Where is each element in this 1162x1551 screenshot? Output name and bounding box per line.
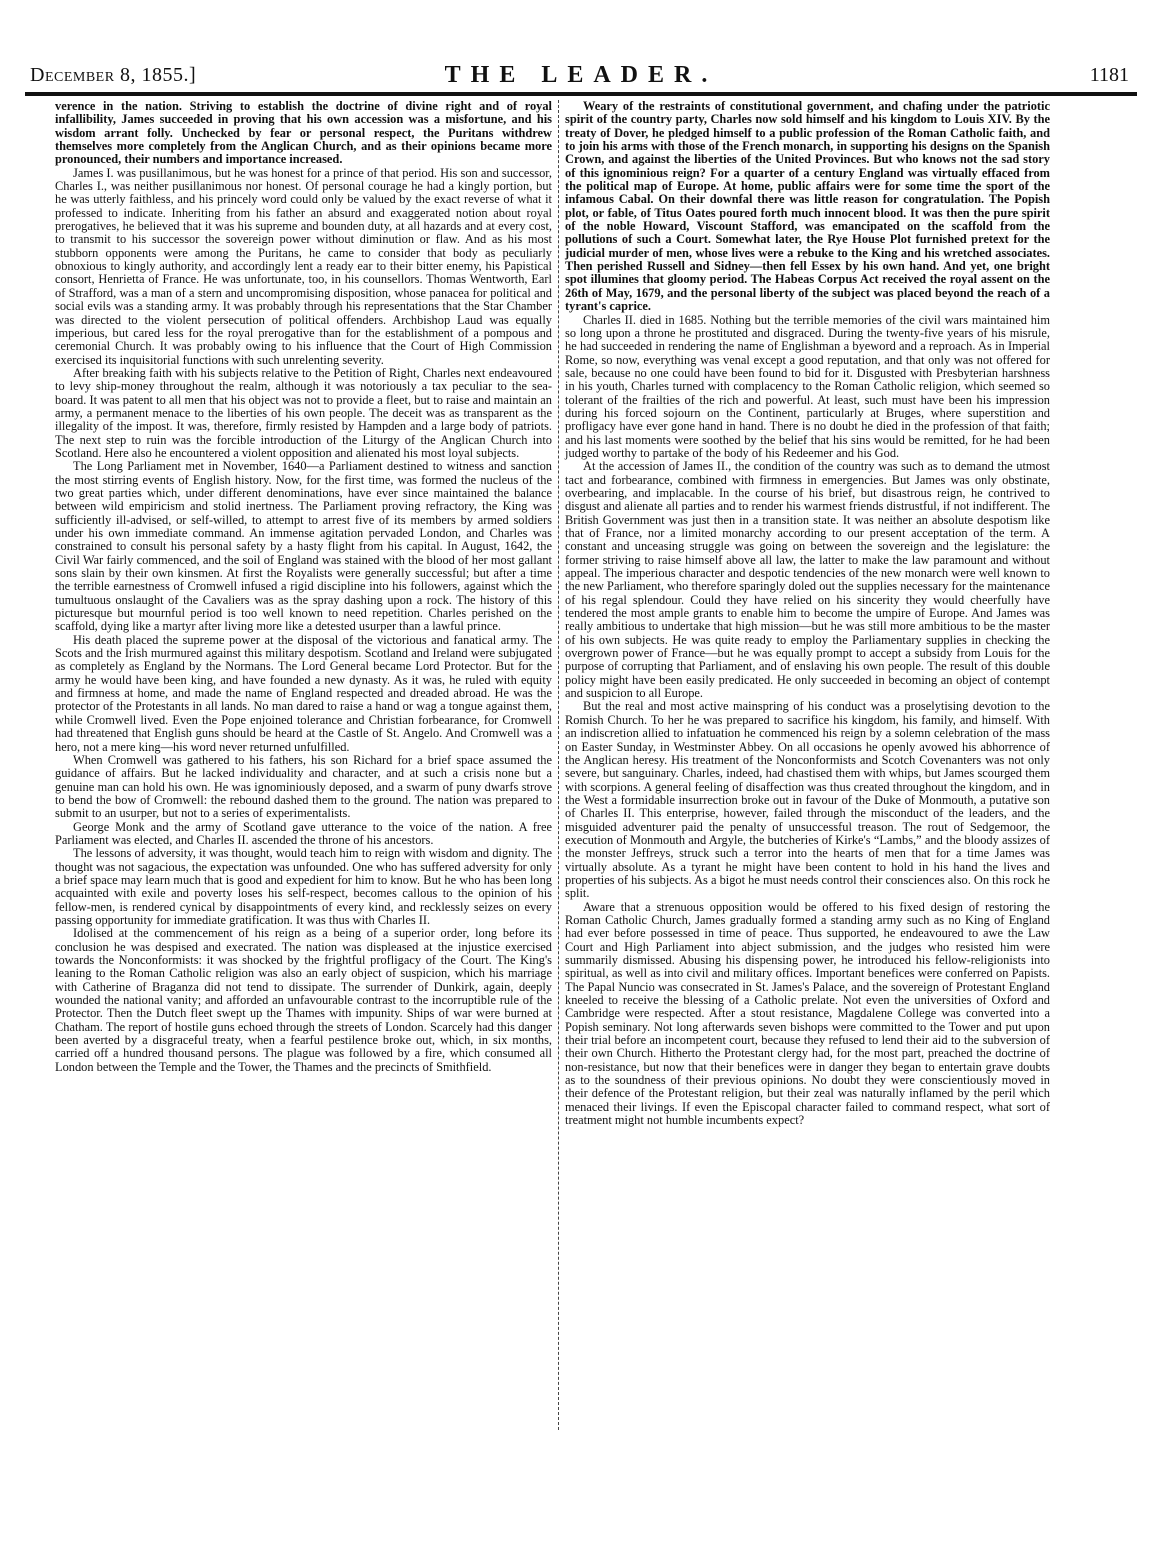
paragraph: verence in the nation. Striving to establish the doctrine of divine right and of royal infallibility, James succeeded in proving that his own accession was a misfortune, and his wisdom arrant folly. Unchecked by fear or personal respect, the Puritans withdrew themselves more completely from the Anglican Church, and as their opinions became more pronounced, their numbers and importance increased. — [55, 99, 552, 167]
paragraph: Aware that a strenuous opposition would be offered to his fixed design of restoring the Roman Catholic Church, James gradually formed a standing army such as no King of England had ever before possessed in time of peace. Thus supported, he endeavoured to awe the Law Court and High Parliament into abject submission, and the judges who resisted him were summarily dismissed. Abusing his dispensing power, he introduced his fellow-religionists into spiritual, as well as into civil and military offices. Important benefices were conferred on Papists. The Papal Nuncio was consecrated in St. James's Palace, and the sovereign of Protestant England kneeled to receive the blessing of a Catholic prelate. Not even the universities of Oxford and Cambridge were respected. After a stout resistance, Magdalene College was converted into a Popish seminary. Not long afterwards seven bishops were committed to the Tower and put upon their trial before an incompetent court, because they refused to lend their aid to the subversion of their own Church. Hitherto the Protestant clergy had, for the most part, preached the doctrine of non-resistance, but now that their benefices were in danger they began to entertain grave doubts as to the soundness of their previous opinions. No doubt they were conscientiously moved in their defence of the Protestant religion, but their zeal was naturally inflamed by the peril which menaced their livings. If even the Episcopal character failed to command respect, what sort of treatment might not humble incumbents expect? — [565, 899, 1050, 1128]
column-divider — [558, 100, 560, 1430]
paragraph: James I. was pusillanimous, but he was honest for a prince of that period. His son and successor, Charles I., was neither pusillanimous nor honest. Of personal courage he had a kingly portion, but he was utterly faithless, and his princely word could only be valued by the exact reverse of what it professed to indicate. Inheriting from his father an absurd and exaggerated notion about royal prerogatives, he believed that it was his supreme and bounden duty, at all hazards and at every cost, to transmit to his successor the sovereign power without diminution or flaw. And as his most stubborn opponents were among the Puritans, he came to consider that body as peculiarly obnoxious to kingly authority, and accordingly lent a ready ear to their bitter enemy, his Papistical consort, Henrietta of France. He was unfortunate, too, in his counsellors. Thomas Wentworth, Earl of Strafford, was a man of a stern and uncompromising disposition, whose panacea for political and social evils was a standing army. It was probably through his representations that the Star Chamber was directed to the violent persecution of political offenders. Archbishop Laud was equally imperious, but cared less for the royal prerogative than for the establishment of a pompous and ceremonial Church. It was probably owing to his influence that the Court of High Commission exercised its inquisitorial functions with such unrelenting severity. — [55, 165, 552, 367]
paragraph: The Long Parliament met in November, 1640—a Parliament destined to witness and sanction the most stirring events of English history. Now, for the first time, was formed the nucleus of the two great parties which, under different denominations, have ever since maintained the balance between wild empiricism and stolid inertness. The Parliament proving refractory, the King was sufficiently ill-advised, or self-willed, to attempt to arrest five of its members by armed soldiers under his own immediate command. An immense agitation pervaded London, and Charles was constrained to consult his personal safety by a hasty flight from his capital. In August, 1642, the Civil War fairly commenced, and the soil of England was stained with the blood of her most gallant sons slain by their own kinsmen. At first the Royalists were generally successful; but after a time the terrible earnestness of Cromwell infused a rigid discipline into his followers, against which the tumultuous onslaught of the Cavaliers was as the spray dashing upon a rock. The history of this picturesque but mournful period is too well known to need repetition. Charles perished on the scaffold, dying like a martyr after living more like a detested usurper than a lawful prince. — [55, 459, 552, 634]
paragraph: But the real and most active mainspring of his conduct was a proselytising devotion to the Romish Church. To her he was prepared to sacrifice his kingdom, his family, and himself. With an indiscretion allied to infatuation he commenced his reign by a solemn celebration of the mass on Easter Sunday, in Westminster Abbey. On all occasions he openly avowed his abhorrence of the Anglican heresy. His treatment of the Nonconformists and Scotch Covenanters was not only severe, but sanguinary. Charles, indeed, had chastised them with whips, but James scourged them with scorpions. A general feeling of disaffection was thus created throughout the kingdom, and in the West a formidable insurrection broke out in favour of the Duke of Monmouth, a putative son of Charles II. This enterprise, however, failed through the misconduct of the leaders, and the misguided adventurer paid the penalty of unsuccessful treason. The rout of Sedgemoor, the execution of Monmouth and Argyle, the butcheries of Kirke's “Lambs,” and the bloody assizes of the monster Jeffreys, struck such a terror into the hearts of men that for a time James was virtually absolute. As a tyrant he might have been content to hold in his hand the lives and properties of his subjects. As a bigot he must needs control their consciences also. On this rock he split. — [565, 699, 1050, 901]
paragraph: At the accession of James II., the condition of the country was such as to demand the utmost tact and forbearance, combined with firmness in emergencies. But James was only obstinate, overbearing, and implacable. In the course of his brief, but disastrous reign, he contrived to disgust and alienate all parties and to render his warmest friends distrustful, if not indifferent. The British Government was just then in a transition state. It was neither an absolute despotism like that of France, nor a limited monarchy according to our present acceptation of the term. A constant and unceasing struggle was going on between the sovereign and the legislature: the former striving to raise himself above all law, the latter to make the law paramount and without appeal. The imperious character and despotic tendencies of the new monarch were well known to the new Parliament, who therefore sparingly doled out the supplies necessary for the maintenance of his regal splendour. Could they have relied on his sincerity they would cheerfully have tendered the most ample grants to enable him to become the umpire of Europe. And James was really ambitious to undertake that high mission—but he was still more ambitious to be the master of his own subjects. He was quite ready to employ the Parliamentary supplies in checking the overgrown power of France—but he was equally prompt to accept a subsidy from Louis for the purpose of corrupting that Parliament, and of enslaving his own people. The result of this double policy might have been easily predicated. He only succeeded in becoming an object of contempt and suspicion to all Europe. — [565, 459, 1050, 701]
header-rule — [25, 92, 1137, 96]
paragraph: Idolised at the commencement of his reign as a being of a superior order, long before its conclusion he was despised and execrated. The nation was displeased at the injustice exercised towards the Nonconformists: it was shocked by the frightful profligacy of the Court. The King's leaning to the Roman Catholic religion was also an early object of suspicion, which his marriage with Catherine of Braganza did not tend to dissipate. The surrender of Dunkirk, again, deeply wounded the national vanity; and afforded an unfavourable contrast to the incorruptible rule of the Protector. Then the Dutch fleet swept up the Thames with impunity. Ships of war were burned at Chatham. The report of hostile guns echoed through the streets of London. Scarcely had this danger been averted by a disgraceful treaty, when a fearful pestilence broke out, which, in six months, carried off a hundred thousand persons. The plague was followed by a fire, which consumed all London between the Temple and the Tower, the Thames and the precincts of Smithfield. — [55, 926, 552, 1074]
masthead — [25, 58, 1137, 92]
right-column — [565, 100, 1050, 1127]
paragraph: His death placed the supreme power at the disposal of the victorious and fanatical army. The Scots and the Irish murmured against this military despotism. Scotland and Ireland were subjugated as completely as England by the Normans. The Lord General became Lord Protector. But for the army he would have been king, and have founded a new dynasty. As it was, he ruled with equity and firmness at home, and made the name of England respected and dreaded abroad. He was the protector of the Protestants in all lands. No man dared to raise a hand or wag a tongue against them, while Cromwell lived. Even the Pope enjoined tolerance and Christian forbearance, for Cromwell had threatened that English guns should be heard at the Castle of St. Angelo. And Cromwell was a hero, not a mere king—his word never returned unfulfilled. — [55, 632, 552, 754]
left-column — [55, 100, 552, 1074]
page-number: 1181 — [1089, 64, 1129, 86]
issue-date: December 8, 1855.] — [30, 64, 197, 86]
newspaper-title: THE LEADER. — [444, 62, 718, 88]
paragraph: The lessons of adversity, it was thought, would teach him to reign with wisdom and dignity. The thought was not sagacious, the expectation was unfounded. One who has suffered adversity for only a brief space may learn much that is good and expedient for him to know. But he who has been long acquainted with exile and poverty loses his self-respect, becomes callous to the opinion of his fellow-men, is rendered cynical by disappointments of every kind, and recklessly seizes on every passing opportunity for immediate gratification. It was thus with Charles II. — [55, 846, 552, 927]
paragraph: When Cromwell was gathered to his fathers, his son Richard for a brief space assumed the guidance of affairs. But he lacked individuality and character, and at such a crisis none but a genuine man can hold his own. He was ignominiously deposed, and a swarm of puny dwarfs strove to bend the bow of Cromwell: the rebound dashed them to the ground. The nation was prepared to submit to an usurper, but not to a series of experimentalists. — [55, 752, 552, 821]
paragraph: George Monk and the army of Scotland gave utterance to the voice of the nation. A free Parliament was elected, and Charles II. ascended the throne of his ancestors. — [55, 819, 552, 847]
paragraph: After breaking faith with his subjects relative to the Petition of Right, Charles next endeavoured to levy ship-money throughout the realm, although it was notoriously a tax peculiar to the sea-board. It was patent to all men that his object was not to provide a fleet, but to raise and maintain an army, a permanent menace to the liberties of his own people. The deceit was as transparent as the illegality of the impost. It was, therefore, firmly resisted by Hampden and a large body of patriots. The next step to ruin was the forcible introduction of the Liturgy of the Anglican Church into Scotland. Here also he encountered a violent opposition and alienated his most loyal subjects. — [55, 365, 552, 460]
paragraph: Weary of the restraints of constitutional government, and chafing under the patriotic spirit of the country party, Charles now sold himself and his kingdom to Louis XIV. By the treaty of Dover, he pledged himself to a public profession of the Roman Catholic faith, and to join his arms with those of the French monarch, in supporting his designs on the Spanish Crown, and against the liberties of the United Provinces. But who knows not the sad story of this ignominious reign? For a quarter of a century England was virtually effaced from the political map of Europe. At home, public affairs were for some time the sport of the infamous Cabal. On their downfal there was little reason for congratulation. The Popish plot, or fable, of Titus Oates poured forth much innocent blood. It was then the pure spirit of the noble Howard, Viscount Stafford, was emancipated on the scaffold from the pollutions of such a Court. Somewhat later, the Rye House Plot furnished pretext for the judicial murder of men, whose lives were a rebuke to the King and his wretched associates. Then perished Russell and Sidney—then fell Essex by his own hand. And yet, one bright spot illumines that gloomy period. The Habeas Corpus Act received the royal assent on the 26th of May, 1679, and the personal liberty of the subject was placed beyond the reach of a tyrant's caprice. — [565, 99, 1050, 314]
paragraph: Charles II. died in 1685. Nothing but the terrible memories of the civil wars maintained him so long upon a throne he prostituted and disgraced. During the twenty-five years of his misrule, he had succeeded in rendering the name of Englishman a byeword and a reproach. As in Imperial Rome, so now, everything was venal except a good reputation, and that only was not offered for sale, because no one could have been found to bid for it. Disgusted with Presbyterian harshness in his youth, Charles turned with complacency to the Roman Catholic religion, which seemed so tolerant of the frailties of the rich and powerful. At least, such must have been his impression during his forced sojourn on the Continent, particularly at Bruges, where superstition and profligacy have ever gone hand in hand. There is no doubt he died in the profession of that faith; and his last moments were soothed by the belief that his sins would be remitted, for he had been judged worthy to partake of the body of his Redeemer and his God. — [565, 312, 1050, 460]
